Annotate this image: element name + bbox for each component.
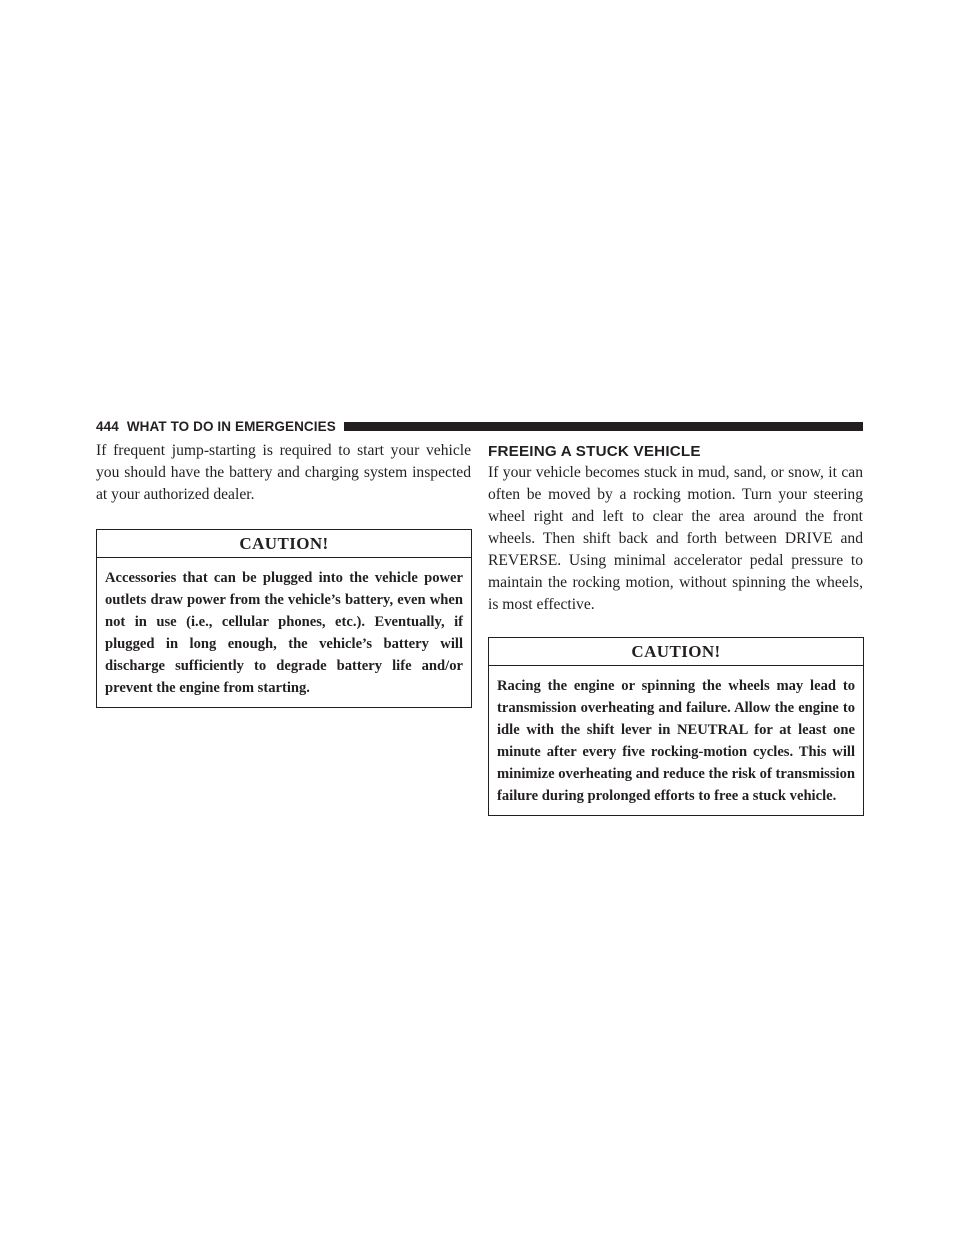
section-title: WHAT TO DO IN EMERGENCIES	[126, 418, 336, 434]
page-header	[96, 417, 863, 435]
left-column	[96, 440, 471, 708]
jump-start-paragraph: If frequent jump-starting is required to start your vehicle you should have the battery and charging system inspected at your authorized dealer.	[96, 442, 471, 503]
section-heading: FREEING A STUCK VEHICLE	[488, 443, 701, 460]
caution-title: CAUTION!	[97, 530, 471, 558]
caution-box-rocking	[488, 637, 864, 816]
right-column	[488, 440, 863, 816]
caution-text: Accessories that can be plugged into the vehicle power outlets draw power from the vehicle’s battery, even when not in use (i.e., cellular phones, etc.). Eventually, if plugged in long enough, the vehicle’s battery will discharge sufficiently to degrade battery life and/or prevent the engine from starting.	[105, 570, 463, 696]
caution-title: CAUTION!	[489, 638, 863, 666]
caution-box-accessories	[96, 529, 472, 708]
stuck-vehicle-paragraph: If your vehicle becomes stuck in mud, sand, or snow, it can often be moved by a rocking motion. Turn your steering wheel right and left to clear the area around the front wheels. Then shift back and forth between DRIVE and REVERSE. Using minimal accelerator pedal pressure to maintain the rocking motion, without spinning the wheels, is most effective.	[488, 464, 863, 613]
header-text	[96, 419, 344, 434]
header-rule	[344, 422, 863, 431]
page-number: 444	[96, 418, 119, 434]
caution-text: Racing the engine or spinning the wheels may lead to transmission overheating and failure. Allow the engine to idle with the shift lever in NEUTRAL for at least one minute after every five rocking-motion cycles. This will minimize overheating and reduce the risk of transmission failure during prolonged efforts to free a stuck vehicle.	[497, 678, 855, 804]
